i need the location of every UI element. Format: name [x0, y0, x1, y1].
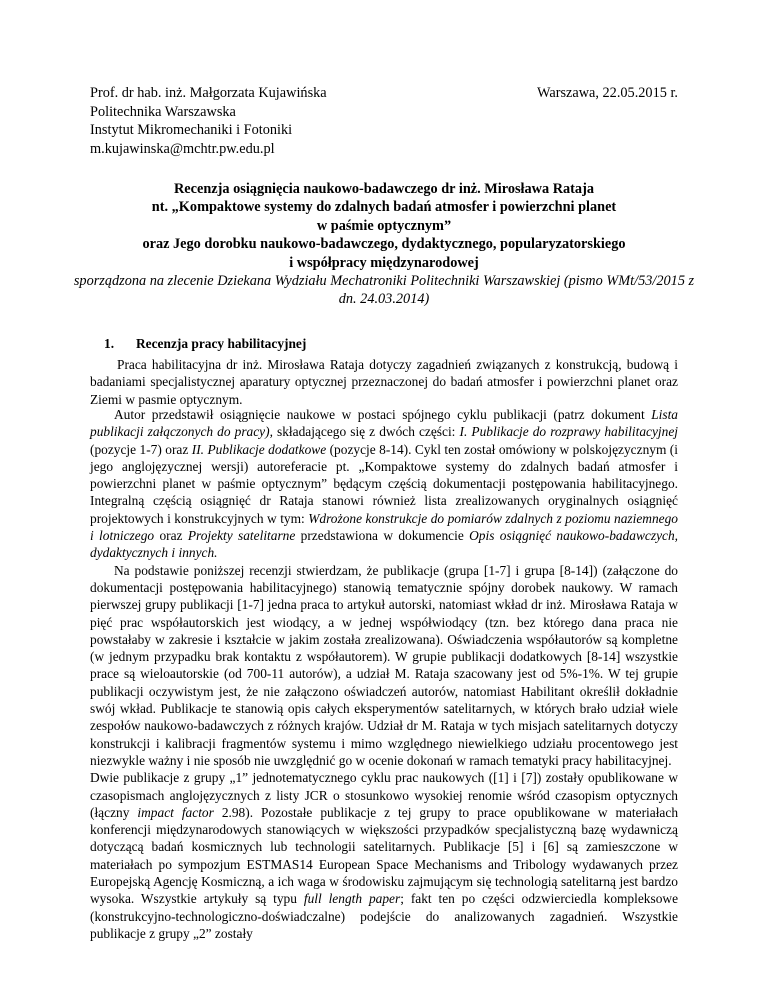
- p4-italic-a: impact factor: [137, 804, 214, 820]
- author-institute: Instytut Mikromechaniki i Fotoniki: [90, 122, 293, 138]
- author-name: Prof. dr hab. inż. Małgorzata Kujawińska: [90, 85, 327, 101]
- title-line-1: Recenzja osiągnięcia naukowo-badawczego dr inż. Mirosława Rataja: [173, 181, 594, 197]
- author-university: Politechnika Warszawska: [90, 103, 236, 120]
- p4-text-b: 2.98). Pozostałe publikacje z tej grupy to prace opublikowane w materiałach konferencji międzynarodowych stanowiących w większości przypadków specjalistyczną bazę wydawniczą dotyczącą badań kosmicznych lub technologii satelitarnych. Publikacje [5] i [6] są zamieszczone w materiałach po sympozjum ESTMAS14 European Space Mechanisms and Tribology wydawanych przez Europejską Agencję Kosmiczną, a ich waga w środowisku zajmującym się technologią satelitarną jest bardzo wysoka. Wszystkie artykuły są typu: [90, 804, 679, 907]
- p2-text-a: Autor przedstawił osiągnięcie naukowe w postaci spójnego cyklu publikacji (patrz dokument: [114, 407, 652, 422]
- paragraph-2: [90, 406, 678, 562]
- p2-italic-f: Opis osiągnięć naukowo-badawczych, dydaktycznych i innych.: [90, 528, 679, 561]
- p4-italic-b: full length paper: [303, 891, 401, 907]
- title-line-4: oraz Jego dorobku naukowo-badawczego, dydaktycznego, popularyzatorskiego: [142, 236, 626, 253]
- p2-italic-a: Lista publikacji załączonych do pracy),: [90, 407, 678, 440]
- place-date: Warszawa, 22.05.2015 r.: [537, 85, 678, 101]
- paragraph-1: [90, 356, 678, 408]
- title-line-2: nt. „Kompaktowe systemy do zdalnych badań atmosfer i powierzchni planet: [151, 199, 617, 216]
- p2-text-e: oraz: [154, 528, 188, 544]
- p2-italic-d: Wdrożone konstrukcje do pomiarów zdalnych z poziomu naziemnego i lotniczego: [90, 510, 678, 544]
- section-number: 1.: [104, 336, 115, 351]
- review-title: [60, 180, 708, 309]
- p2-text-b: składającego się z dwóch części:: [272, 424, 460, 440]
- title-commission-note: sporządzona na zlecenie Dziekana Wydziału Mechatroniki Politechniki Warszawskiej (pismo WMt/53/2015 z dn. 24.03.2014): [73, 273, 695, 308]
- section-title: Recenzja pracy habilitacyjnej: [136, 336, 307, 351]
- p2-italic-b: I. Publikacje do rozprawy habilitacyjnej: [459, 424, 678, 440]
- paragraph-1-text: Praca habilitacyjna dr inż. Mirosława Rataja dotyczy zagadnień związanych z konstrukcją, budową i badaniami specjalistycznej aparatury optycznej przeznaczonej do badań atmosfer i powierzchni planet oraz Ziemi w pasmie optycznym.: [90, 357, 678, 407]
- p2-italic-e: Projekty satelitarne: [187, 528, 296, 544]
- author-email: m.kujawinska@mchtr.pw.edu.pl: [90, 140, 275, 157]
- p2-text-d: (pozycje 8-14). Cykl ten został omówiony w polskojęzycznym (i jego anglojęzycznej wersji) autoreferacie pt. „Kompaktowe systemy do zdalnych badań atmosfer i powierzchni planet w paśmie optycznym” będącym częścią dokumentacji postępowania habilitacyjnego. Integralną częścią osiągnięć dr Rataja stanowi również lista zrealizowanych oryginalnych osiągnięć projektowych i konstrukcyjnych w tym:: [90, 441, 678, 526]
- p2-text-f: przedstawiona w dokumencie: [295, 528, 470, 544]
- title-line-5: i współpracy międzynarodowej: [289, 254, 479, 271]
- p4-text-a: Dwie publikacje z grupy „1” jednotematycznego cyklu prac naukowych ([1] i [7]) zostały opublikowane w czasopismach anglojęzycznych z listy JCR o stosunkowo wysokiej renomie wśród czasopism optycznych (łączny: [90, 770, 678, 820]
- section-heading: [104, 336, 306, 352]
- p2-text-c: (pozycje 1-7) oraz: [90, 441, 192, 457]
- paragraph-4: [90, 769, 678, 942]
- paragraph-3: Na podstawie poniższej recenzji stwierdzam, że publikacje (grupa [1-7] i grupa [8-14]) (załączone do dokumentacji postępowania habilitacyjnego) stanowią tematycznie spójny dorobek naukowy. W ramach pierwszej grupy publikacji [1-7] jedna praca to artykuł autorski, natomiast wkład dr inż. Mirosława Rataja w pięć prac współautorskich jest wiodący, a w jednej współwiodący (tzn. bez którego dana praca nie powstałaby w zakresie i kształcie w jakim została zrealizowana). Oświadczenia współautorów są kompletne (w jednym przypadku brak kontaktu z współautorem). W grupie publikacji dodatkowych [8-14] wszystkie prace są wieloautorskie (od 700-11 autorów), a udział M. Rataja szacowany jest od 5%-1%. W tej grupie publikacji oczywistym jest, że nie załączono oświadczeń autorów, natomiast Habilitant określił dokładnie swój wkład. Publikacje te stanowią opis całych eksperymentów satelitarnych, w których brało udział wiele zespołów naukowo-badawczych z różnych krajów. Udział dr M. Rataja w tych misjach satelitarnych dotyczy konstrukcji i kalibracji fragmentów systemu i mimo względnego niewielkiego udziału procentowego jest niezwykle ważny i nie sposób nie uwzględnić go w ocenie dokonań w ramach tematyki pracy habilitacyjnej.: [90, 562, 678, 768]
- body-text: [90, 406, 678, 942]
- author-block: [90, 84, 327, 158]
- p2-italic-c: II. Publikacje dodatkowe: [191, 441, 327, 457]
- title-line-3: w paśmie optycznym”: [316, 217, 452, 234]
- letter-header: [90, 84, 678, 158]
- p4-text-c: ; fakt ten po części odzwierciedla kompleksowe (konstrukcyjno-technologiczno-doświadczalne) podejście do analizowanych zagadnień. Wszystkie publikacje z grupy „2” zostały: [90, 891, 679, 941]
